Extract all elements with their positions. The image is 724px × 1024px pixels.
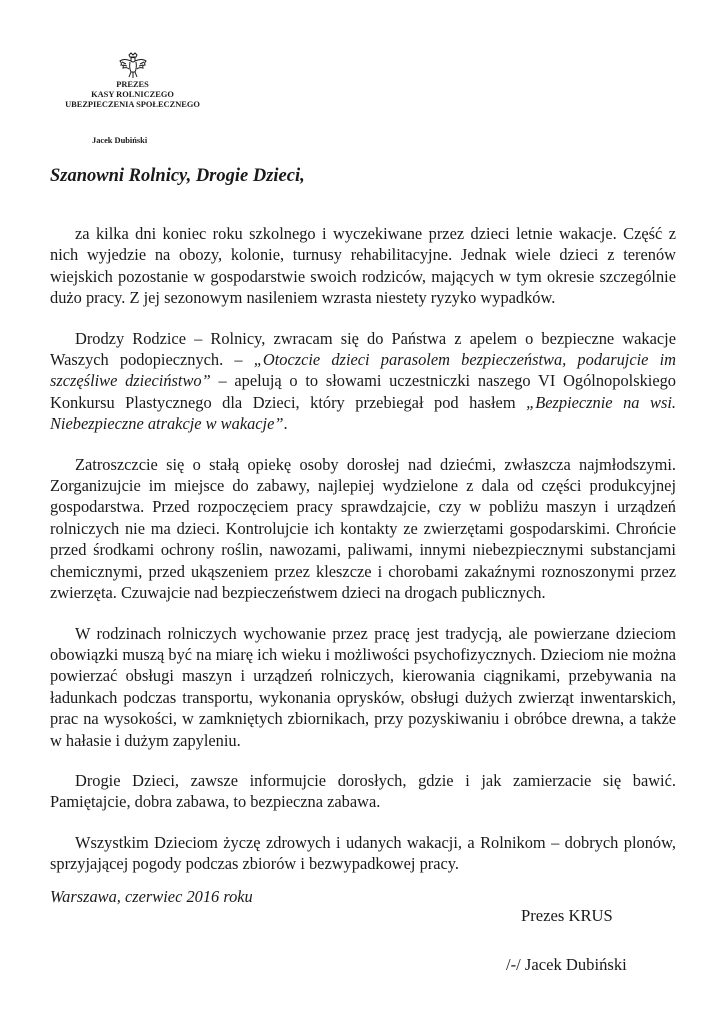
letterhead-line-2: KASY ROLNICZEGO: [91, 90, 174, 99]
paragraph-2: [50, 328, 676, 435]
signature-name: /-/ Jacek Dubiński: [506, 955, 627, 974]
paragraph-2-quote-1: „Otoczcie dzieci parasolem bezpieczeństwa, podarujcie im szczęśliwe dzieciństwo”: [50, 350, 676, 391]
paragraph-2-quote-2: „Bezpiecznie na wsi. Niebezpieczne atrakcje w wakacje”: [50, 392, 676, 434]
paragraph-2-text-c: – apelują o to słowami uczestniczki naszego VI Ogólnopolskiego Konkursu Plastycznego dla Dzieci, który przebiegał pod hasłem: [50, 371, 676, 412]
letterhead-name: Jacek Dubiński: [92, 136, 148, 145]
paragraph-4: W rodzinach rolniczych wychowanie przez pracę jest tradycją, ale powierzane dzieciom obowiązki muszą być na miarę ich wieku i możliwości psychofizycznych. Dzieciom nie można powierzać obsługi maszyn i urządzeń rolniczych, kierowania ciągnikami, przebywania na ładunkach podczas transportu, wykonania oprysków, obsługi dużych zwierząt inwentarskich, prac na wysokości, w zamkniętych zbiornikach, przy pozyskiwaniu i obróbce drewna, a także w hałasie i dużym zapyleniu.: [50, 623, 676, 750]
polish-eagle-emblem-icon: [118, 52, 148, 80]
letterhead-line-1: PREZES: [116, 80, 149, 89]
paragraph-6: Wszystkim Dzieciom życzę zdrowych i udanych wakacji, a Rolnikom – dobrych plonów, sprzyjającej pogody podczas zbiorów i bezwypadkowej pracy.: [50, 832, 676, 874]
salutation: Szanowni Rolnicy, Drogie Dzieci,: [50, 166, 305, 186]
letterhead-line-3: UBEZPIECZENIA SPOŁECZNEGO: [65, 100, 200, 109]
paragraph-2-text-e: .: [283, 414, 288, 434]
signature-title: Prezes KRUS: [521, 906, 613, 925]
paragraph-1: za kilka dni koniec roku szkolnego i wyczekiwane przez dzieci letnie wakacje. Część z nich wyjedzie na obozy, kolonie, turnusy rehabilitacyjne. Jednak wiele dzieci z terenów wiejskich pozostanie w gospodarstwie swoich rodziców, mających w tym okresie szczególnie dużo pracy. Z jej sezonowym nasileniem wzrasta niestety ryzyko wypadków.: [50, 224, 676, 308]
paragraph-3: Zatroszczcie się o stałą opiekę osoby dorosłej nad dziećmi, zwłaszcza najmłodszymi. Zorganizujcie im miejsce do zabawy, najlepiej wydzielone z dala od części produkcyjnej gospodarstwa. Przed rozpoczęciem pracy sprawdzajcie, czy w pobliżu maszyn i urządzeń rolniczych nie ma dzieci. Kontrolujcie ich kontakty ze zwierzętami gospodarskimi. Chrońcie przed środkami ochrony roślin, nawozami, paliwami, innymi niebezpiecznymi substancjami chemicznymi, przed ukąszeniem przez kleszcze i chorobami zakaźnymi roznoszonymi przez zwierzęta. Czuwajcie nad bezpieczeństwem dzieci na drogach publicznych.: [50, 454, 676, 603]
letter-body: [50, 223, 676, 875]
place-date: Warszawa, czerwiec 2016 roku: [50, 887, 253, 906]
letterhead: [40, 52, 225, 110]
paragraph-2-text-a: Drodzy Rodzice – Rolnicy, zwracam się do Państwa z apelem o bezpieczne wakacje Waszych podopiecznych. –: [50, 328, 676, 370]
paragraph-5: Drogie Dzieci, zawsze informujcie dorosłych, gdzie i jak zamierzacie się bawić. Pamiętajcie, dobra zabawa, to bezpieczna zabawa.: [50, 770, 676, 812]
